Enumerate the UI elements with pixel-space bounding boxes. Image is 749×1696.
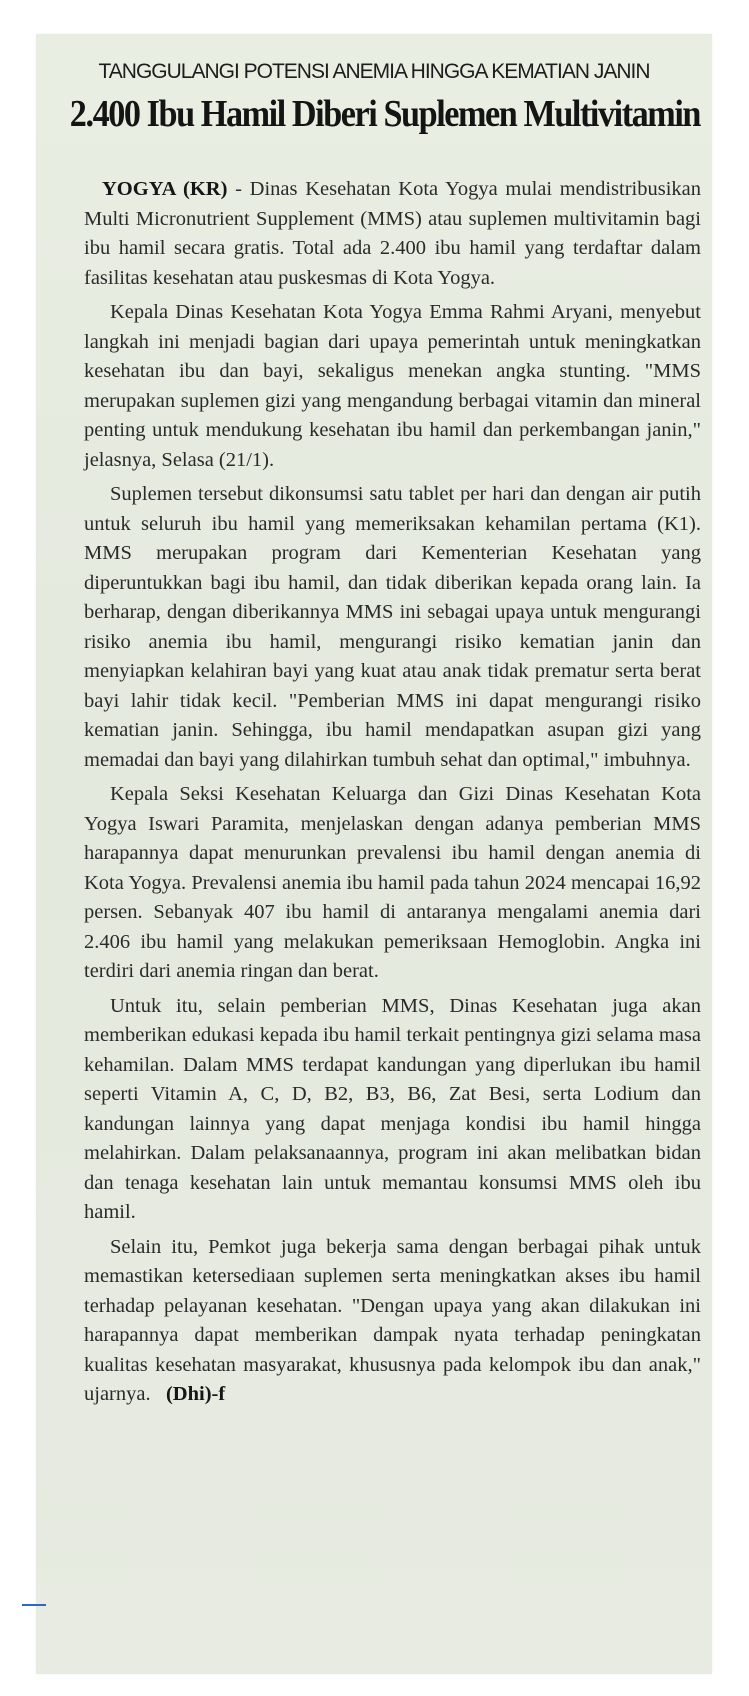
article-paragraph-2: Kepala Dinas Kesehatan Kota Yogya Emma Rahmi Aryani, menyebut langkah ini menjadi bagian dari upaya pemerintah untuk meningkatkan kesehatan ibu dan bayi, sekaligus menekan angka stunting. "MMS merupakan suplemen gizi yang mengandung berbagai vitamin dan mineral penting untuk mendukung kesehatan ibu hamil dan perkembangan janin," jelasnya, Selasa (21/1). — [84, 301, 701, 471]
scan-edge-mark — [22, 1604, 46, 1606]
article-byline: (Dhi)-f — [165, 1383, 226, 1405]
article-dateline: YOGYA (KR) — [102, 178, 228, 200]
article-paragraph-3: Suplemen tersebut dikonsumsi satu tablet per hari dan dengan air putih untuk seluruh ibu hamil yang memeriksakan kehamilan pertama (K1). MMS merupakan program dari Kementerian Kesehatan yang diperuntukkan bagi ibu hamil, dan tidak diberikan kepada orang lain. Ia berharap, dengan diberikannya MMS ini sebagai upaya untuk mengurangi risiko anemia ibu hamil, mengurangi risiko kematian janin dan menyiapkan kelahiran bayi yang kuat atau anak tidak prematur serta berat bayi lahir tidak kecil. "Pemberian MMS ini dapat mengurangi risiko kematian janin. Sehingga, ibu hamil mendapatkan asupan gizi yang memadai dan bayi yang dilahirkan tumbuh sehat dan optimal," imbuhnya. — [84, 483, 701, 771]
article-paragraph-5: Untuk itu, selain pemberian MMS, Dinas Kesehatan juga akan memberikan edukasi kepada ibu hamil terkait pentingnya gizi selama masa kehamilan. Dalam MMS terdapat kandungan yang diperlukan ibu hamil seperti Vitamin A, C, D, B2, B3, B6, Zat Besi, serta Lodium dan kandungan lainnya yang dapat menjaga kondisi ibu hamil hingga melahirkan. Dalam pelaksanaannya, program ini akan melibatkan bidan dan tenaga kesehatan lain untuk memantau konsumsi MMS oleh ibu hamil. — [84, 994, 701, 1223]
newspaper-clipping — [36, 34, 712, 1674]
article-paragraph-4: Kepala Seksi Kesehatan Keluarga dan Gizi Dinas Kesehatan Kota Yogya Iswari Paramita, menjelaskan dengan adanya pemberian MMS harapannya dapat menurunkan prevalensi ibu hamil dengan anemia di Kota Yogya. Prevalensi anemia ibu hamil pada tahun 2024 mencapai 16,92 persen. Sebanyak 407 ibu hamil di antaranya mengalami anemia dari 2.406 ibu hamil yang melakukan pemeriksaan Hemoglobin. Angka ini terdiri dari anemia ringan dan berat. — [84, 783, 701, 982]
article-body — [84, 175, 701, 1415]
article-paragraph-6-text: Selain itu, Pemkot juga bekerja sama dengan berbagai pihak untuk memastikan ketersediaan suplemen serta meningkatkan akses ibu hamil terhadap pelayanan kesehatan. "Dengan upaya yang akan dilakukan ini harapannya dapat memberikan dampak nyata terhadap peningkatan kualitas kesehatan masyarakat, khususnya pada kelompok ibu dan anak," ujarnya. — [84, 1235, 701, 1405]
article-paragraph-6 — [84, 1233, 701, 1410]
article-kicker: TANGGULANGI POTENSI ANEMIA HINGGA KEMATIAN JANIN — [98, 60, 650, 83]
article-paragraph-1-text: - Dinas Kesehatan Kota Yogya mulai mendistribusikan Multi Micronutrient Supplement (MMS) atau suplemen multivitamin bagi ibu hamil secara gratis. Total ada 2.400 ibu hamil yang terdaftar dalam fasilitas kesehatan atau puskesmas di Kota Yogya. — [84, 178, 701, 289]
article-headline: 2.400 Ibu Hamil Diberi Suplemen Multivitamin — [69, 93, 700, 135]
article-paragraph-1 — [84, 175, 701, 293]
